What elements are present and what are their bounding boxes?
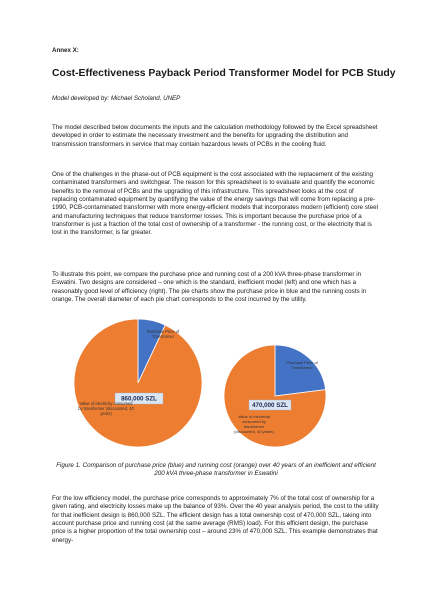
document-title: Cost-Effectiveness Payback Period Transformer Model for PCB Study: [52, 68, 396, 79]
pie-slice-purchase-price: [275, 345, 326, 396]
purchase-price-label: Transformer: [151, 334, 175, 339]
paragraph-results: For the low efficiency model, the purchase price corresponds to approximately 7% of the total cost of ownership for a given rating, and electricity losses make up the balance of 93%. Over the 40 year analysis period, the cost to the utility for that inefficient design is 860,000 SZL. The efficient design has a total ownership cost of 470,000 SZL, taking into account purchase price and running cost (at the same average (RMS) load). For this efficient design, the purchase price is a higher proportion of the total ownership cost – around 23% of 470,000 SZL. This example demonstrates that energy-: [52, 495, 379, 544]
running-cost-label: by transformer (discounted, 40: [78, 406, 134, 411]
paragraph-intro: The model described below documents the inputs and the calculation methodology followed by the Excel spreadsheet developed in order to estimate the necessary investment and the benefits for upgrading the distribution and transmission transformers in service that may contain hazardous levels of PCBs in the cooling fluid.: [52, 124, 378, 148]
author-byline: Model developed by: Michael Scholand, UNEP: [52, 95, 181, 102]
paragraph-challenges: One of the challenges in the phase-out of PCB equipment is the cost associated with the replacement of the existing contaminated transformers and switchgear. The reason for this spreadsheet is to evaluate and quantify the economic benefits to the removal of PCBs and the upgrading of this infrastructure. This spreadsheet looks at the cost of replacing contaminated equipment by quantifying the value of the energy savings that will come from replacing a pre-1990, PCB-contaminated transformer with more energy-efficient models that incorporates modern (efficient) core steel and manufacturing techniques that reduce transformer losses. This is important because the purchase price of a transformer is just a fraction of the total cost of ownership of a transformer - the running cost, or the electricity that is lost in the transformer, is far greater.: [52, 171, 378, 237]
pie-slice-running-cost: [74, 319, 202, 447]
paragraph-illustration: To illustrate this point, we compare the purchase price and running cost of a 200 kVA three-phase transformer in Eswatini. Two designs are considered – one which is the standard, inefficient model (left) and one which has a reasonably good level of efficiency (right). The pie charts show the purchase price in blue and the running costs in orange. The overall diameter of each pie chart corresponds to the cost incurred by the utility.: [52, 271, 367, 304]
total-cost-label: 470,000 SZL: [252, 402, 288, 410]
running-cost-label: transformer: [243, 424, 265, 429]
total-cost-label: 860,000 SZL: [121, 395, 157, 403]
figure-caption: Figure 1. Comparison of purchase price (blue) and running cost (orange) over 40 years of an inefficient and efficient 200 kVA three-phase transformer in Eswatini: [56, 462, 376, 478]
running-cost-label: Value of electricity: [237, 414, 271, 419]
pie-chart-inefficient: [74, 319, 202, 447]
running-cost-label: years): [100, 411, 112, 416]
purchase-price-label: Purchase Price of: [286, 360, 318, 365]
annex-label: Annex X:: [52, 47, 79, 54]
purchase-price-label: Transformer: [291, 365, 313, 370]
running-cost-label: (discounted, 40 years): [234, 429, 274, 434]
running-cost-label: Value of electricity consumed: [79, 401, 133, 406]
running-cost-label: consumed by: [242, 419, 266, 424]
pie-chart-efficient: [224, 345, 326, 447]
purchase-price-label: Purchase Price of: [146, 329, 180, 334]
